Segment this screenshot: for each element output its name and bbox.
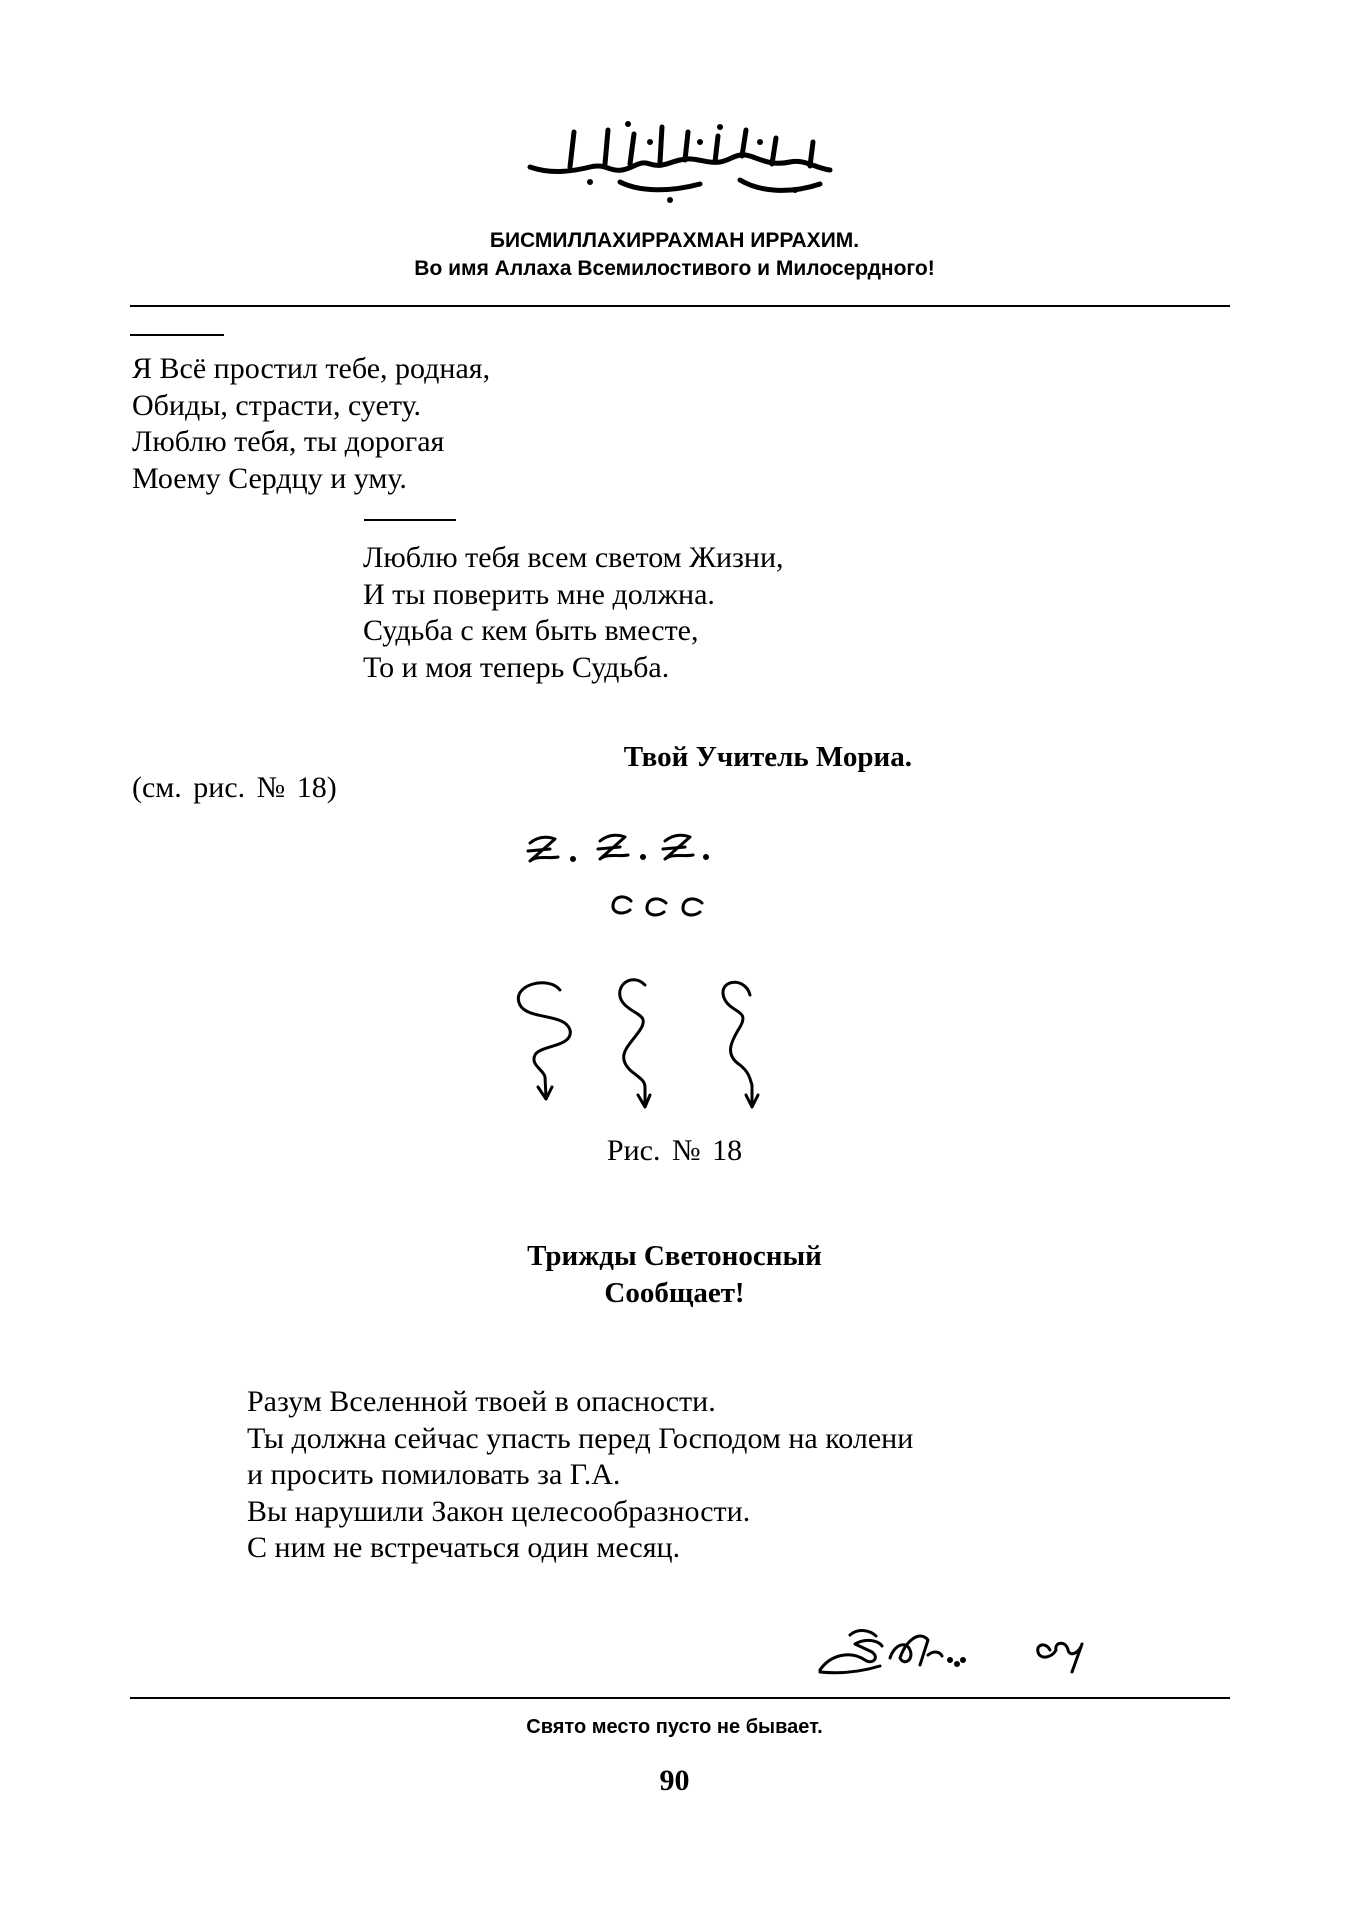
c-symbol bbox=[683, 899, 702, 915]
squiggle-z-symbol bbox=[598, 835, 645, 859]
poem-line: Люблю тебя всем светом Жизни, bbox=[363, 541, 784, 574]
poem-line: Люблю тебя, ты дорогая bbox=[132, 425, 445, 458]
message-line: Ты должна сейчас упасть перед Господом на колени bbox=[247, 1421, 914, 1455]
squiggle-z-symbol bbox=[663, 835, 708, 859]
message-heading-line: Сообщает! bbox=[604, 1277, 745, 1309]
figure-reference: (см. рис. № 18) bbox=[132, 771, 337, 804]
handwritten-signature bbox=[810, 1600, 1150, 1680]
poem-line: Я Всё простил тебе, родная, bbox=[132, 352, 491, 385]
stanza-divider bbox=[130, 334, 224, 336]
footer-motto: Свято место пусто не бывает. bbox=[526, 1716, 823, 1738]
message-line: Разум Вселенной твоей в опасности. bbox=[247, 1385, 716, 1418]
message-heading-line: Трижды Светоносный bbox=[527, 1240, 822, 1272]
poem-line: Моему Сердцу и уму. bbox=[132, 461, 407, 495]
poem-line: И ты поверить мне должна. bbox=[363, 577, 715, 611]
poem-line: Обиды, страсти, суету. bbox=[132, 388, 422, 422]
message-line: и просить помиловать за Г.А. bbox=[247, 1458, 621, 1491]
page-number: 90 bbox=[659, 1764, 690, 1797]
poem-stanza-2 bbox=[363, 540, 784, 686]
header-divider bbox=[130, 305, 1230, 307]
serpent-arrow-symbol bbox=[518, 983, 570, 1099]
message-line: Вы нарушили Закон целесообразности. bbox=[247, 1494, 751, 1528]
message-heading bbox=[0, 1238, 1349, 1312]
serpent-arrow-symbol bbox=[620, 980, 650, 1107]
teacher-signature-line: Твой Учитель Мориа. bbox=[623, 741, 912, 773]
c-symbol bbox=[613, 897, 631, 913]
c-symbol bbox=[647, 899, 666, 915]
figure-caption: Рис. № 18 bbox=[606, 1134, 743, 1167]
figure-18-drawing bbox=[500, 815, 800, 1115]
poem-line: Судьба с кем быть вместе, bbox=[363, 614, 699, 647]
header-subtitle: Во имя Аллаха Всемилостивого и Милосердного! bbox=[414, 257, 935, 280]
header-title: БИСМИЛЛАХИРРАХМАН ИРРАХИМ. bbox=[489, 229, 860, 252]
message-line: С ним не встречаться один месяц. bbox=[247, 1531, 681, 1564]
message-body bbox=[247, 1384, 913, 1567]
squiggle-z-symbol bbox=[528, 837, 575, 861]
poem-stanza-1 bbox=[132, 351, 490, 497]
poem-line: То и моя теперь Судьба. bbox=[363, 650, 670, 684]
footer-divider bbox=[130, 1697, 1230, 1699]
bismillah-calligraphy bbox=[510, 112, 850, 212]
stanza-divider bbox=[364, 519, 456, 521]
serpent-arrow-symbol bbox=[723, 982, 758, 1107]
